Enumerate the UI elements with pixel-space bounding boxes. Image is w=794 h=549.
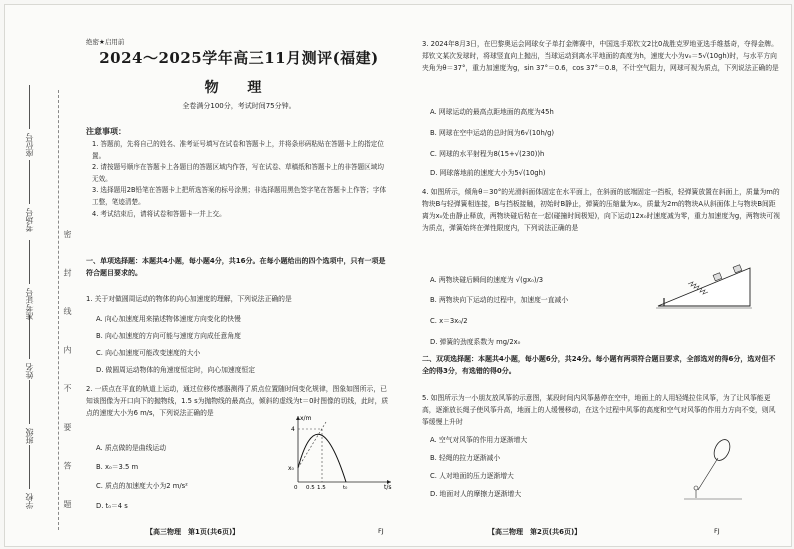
- question-4: 4. 如图所示，倾角θ＝30°的光滑斜面体固定在水平面上，在斜面的底端固定一挡板，轻弹簧放置在斜面上，质量为m的物块B与轻弹簧相连接，B与挡板接触，初始时B静止，弹簧的压缩量为x₀，质量为2m的物块A从斜面体上与物块B间距离为x₀处由静止释放，两物块碰后粘在一起(碰撞时间极短)，向下运动12x₀时速度减为零，重力加速度为g，两物块可视为质点，弹簧始终在弹性限度内，下列说法正确的是: [422, 188, 781, 232]
- field-name: 姓名: [24, 315, 35, 379]
- question-3: 3. 2024年8月3日，在巴黎奥运会网球女子单打金牌赛中，中国选手郑钦文2比0战胜克罗地亚选手维基奇，夺得金牌。郑钦文某次发球时，将球竖直向上抛出，当球运动到离水平地面的高度为h，速度大小为v₀＝5√(10gh)时，与水平方向夹角为θ＝37°，重力加速度为g，sin 37°＝0.6，cos 37°＝0.8，不计空气阻力，网球可视为质点，下列说法正确的是: [422, 40, 779, 72]
- tick-label: 1.5: [317, 485, 326, 490]
- field-school: 学校: [24, 445, 35, 509]
- x0-label: x₀: [288, 465, 294, 472]
- q5-option-c: C. 人对地面的压力逐渐增大: [430, 472, 514, 480]
- page-1-code: FJ: [378, 527, 384, 535]
- tick-label: 0: [294, 485, 298, 490]
- question-1: 1. 关于对做圆周运动的物体的向心加速度的理解，下列说法正确的是: [86, 295, 292, 303]
- notice-item: 3. 选择题用2B铅笔在答题卡上把所选答案的标号涂黑；非选择题用黑色签字笔在答题卡上作答；字体工整，笔迹清楚。: [92, 186, 387, 206]
- q4-option-a: A. 两物块碰后瞬间的速度为 √(gx₀)/3: [430, 276, 544, 284]
- q1-option-b: B. 向心加速度的方向可能与速度方向成任意角度: [96, 332, 241, 340]
- q2-option-b: B. x₀＝3.5 m: [96, 463, 139, 471]
- block-b: [713, 273, 722, 281]
- q1-option-c: C. 向心加速度可能改变速度的大小: [96, 349, 201, 357]
- person: [694, 486, 698, 490]
- page-1-footer: 【高三物理 第1页(共6页)】: [146, 528, 240, 536]
- q4-option-c: C. x＝3x₀/2: [430, 317, 468, 325]
- kite: [711, 437, 733, 463]
- seal-line: [58, 90, 59, 530]
- field-room: 考场号: [24, 160, 35, 232]
- q2-option-a: A. 质点做的是曲线运动: [96, 444, 167, 452]
- x-axis-label: t/s: [384, 484, 392, 490]
- exam-meta: 全卷满分100分，考试时间75分钟。: [182, 102, 296, 110]
- q2-option-c: C. 质点的加速度大小为2 m/s²: [96, 482, 188, 490]
- q3-option-b: B. 网球在空中运动的总时间为6√(10h/g): [430, 129, 555, 137]
- y-axis-label: x/m: [300, 415, 312, 422]
- kite-diagram: [684, 436, 744, 502]
- q3-option-c: C. 网球的水平射程为8(15+√(230))h: [430, 150, 545, 158]
- kite-string: [698, 458, 718, 490]
- notice-list: [92, 139, 390, 220]
- question-5: 5. 如图所示为一小朋友放风筝的示意图，某段时间内风筝悬停在空中，地面上的人用轻绳拉住风筝，为了让风筝能更高，逐渐放长绳子使风筝升高，地面上的人缓慢移动，在这个过程中风筝的高度和空气对风筝的作用力方向不变，则风筝缓慢上升时: [422, 394, 776, 426]
- q3-option-a: A. 网球运动的最高点距地面的高度为45h: [430, 108, 554, 116]
- q5-option-b: B. 轻绳的拉力逐渐减小: [430, 454, 501, 462]
- field-class: 班级: [24, 380, 35, 444]
- section-1-heading: 一、单项选择题：本题共4小题，每小题4分，共16分。在每小题给出的四个选项中，只有一项是符合题目要求的。: [86, 257, 386, 277]
- page-2-footer: 【高三物理 第2页(共6页)】: [488, 528, 582, 536]
- field-exam-number: 准考证号: [24, 240, 35, 320]
- notice-item: 2. 请按题号顺序在答题卡上各题目的答题区域内作答，写在试卷、草稿纸和答题卡上的非答题区域均无效。: [92, 163, 384, 183]
- position-time-graph: [286, 412, 396, 490]
- tick-label: 0.5: [306, 485, 315, 490]
- q3-option-d: D. 网球落地前的速度大小为5√(10gh): [430, 169, 546, 177]
- binding-strip: [10, 80, 70, 540]
- q5-option-d: D. 地面对人的摩擦力逐渐增大: [430, 490, 522, 498]
- q1-option-d: D. 做圆周运动物体的角速度恒定时，向心加速度恒定: [96, 366, 256, 374]
- section-2-heading: 二、双项选择题：本题共4小题，每小题6分，共24分。每小题有两项符合题目要求，全部选对的得6分，选对但不全的得3分，有选错的得0分。: [422, 355, 776, 375]
- incline-diagram: [654, 262, 754, 310]
- q1-option-a: A. 向心加速度用来描述物体速度方向变化的快慢: [96, 315, 241, 323]
- subject-title: 物 理: [204, 80, 274, 96]
- q4-option-d: D. 弹簧的劲度系数为 mg/2x₀: [430, 338, 521, 346]
- notice-heading: 注意事项：: [86, 127, 126, 136]
- notice-item: 1. 答题前，先将自己的姓名、准考证号填写在试卷和答题卡上，并将条形码粘贴在答题卡上的指定位置。: [92, 140, 384, 160]
- tick-label: t₀: [343, 485, 348, 490]
- exam-title: 2024～2025学年高三11月测评(福建): [99, 49, 379, 67]
- q4-option-b: B. 两物块向下运动的过程中，加速度一直减小: [430, 296, 569, 304]
- seal-warning: 密 封 线 内 不 要 答 题: [63, 230, 72, 522]
- incline: [658, 268, 750, 306]
- peak-value-label: 4: [291, 426, 295, 433]
- page-2-code: FJ: [714, 527, 720, 535]
- field-seat: 座位号: [24, 85, 35, 157]
- q5-option-a: A. 空气对风筝的作用力逐渐增大: [430, 436, 528, 444]
- question-2: 2. 一质点在平直的轨道上运动，通过位移传感器测得了质点位置随时间变化规律，图象如图所示，已知该图像为开口向下的抛物线，1.5 s为抛物线的最高点，倾斜的虚线为t＝0时图像的切线，此时，质点的速度大小为6 m/s，下列说法正确的是: [86, 385, 389, 417]
- confidential-mark: 绝密★启用前: [86, 38, 125, 46]
- notice-item: 4. 考试结束后，请将试卷和答题卡一并上交。: [92, 209, 226, 218]
- q2-option-d: D. t₀＝4 s: [96, 502, 128, 510]
